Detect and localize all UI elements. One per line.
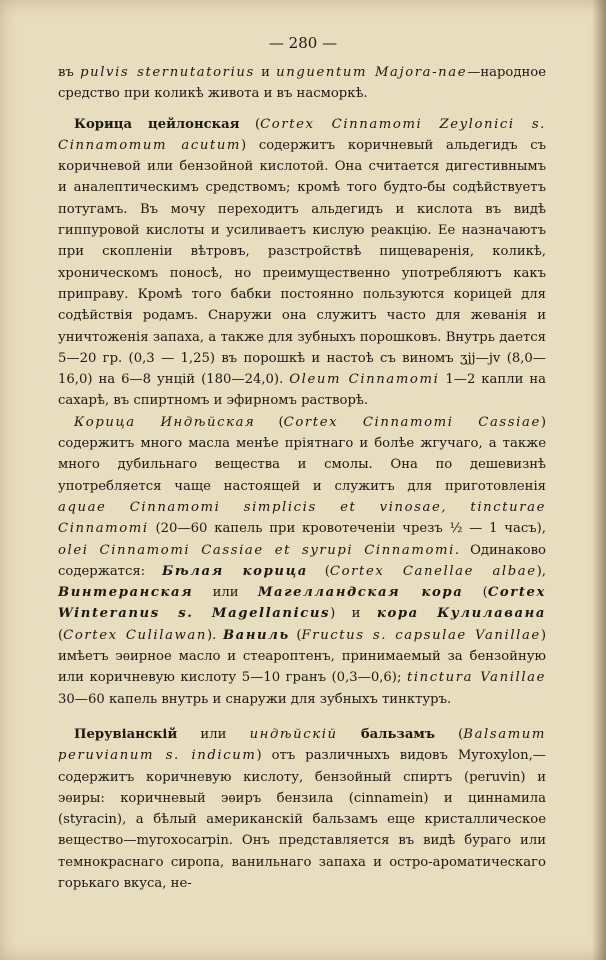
- text-segment: или: [193, 585, 258, 601]
- text-segment: (: [58, 627, 64, 643]
- text-segment: (: [255, 414, 284, 430]
- paragraph-ceylon-cinnamon: [58, 114, 546, 412]
- text-segment: ) и: [330, 606, 377, 622]
- text-segment: Cortex Winteranus s. Magellanicus: [58, 585, 546, 622]
- text-segment: или: [177, 726, 250, 742]
- text-segment: Cortex Cinnamomi Zeylonici s. Cinnamomum acutum: [58, 116, 546, 153]
- text-segment: бальзамъ: [360, 726, 435, 742]
- text-segment: ) отъ различныхъ видовъ Myroxylon,—содержитъ коричневую кислоту, бензойный спиртъ (peruvin) и эѳиры: коричневый эѳиръ бензила (cinnamein) и циннамила (styracin), а бѣлый американскій бальзамъ еще кристаллическое вещество—myroxocarpin. Онъ представляется въ видѣ бураго или темнокраснаго сиропа, ванильнаго запаха и остро-ароматическаго горькаго вкуса, не-: [58, 748, 546, 891]
- text-segment: ),: [536, 563, 546, 579]
- text-segment: Корица цейлонская: [74, 116, 240, 132]
- text-segment: —народное средство при коликѣ живота и въ насморкѣ.: [58, 65, 546, 102]
- text-segment: 30—60 капель внутрь и снаружи для зубныхъ тинктуръ.: [58, 691, 452, 707]
- text-segment: Бѣлая корица: [161, 563, 308, 579]
- text-segment: индѣйскій: [249, 726, 338, 742]
- text-segment: pulvis sternutatorius: [80, 65, 255, 80]
- text-segment: ) имѣетъ эѳирное масло и стеароптенъ, принимаемый за бензойную или коричневую кислоту 5—10 гранъ (0,3—0,6);: [58, 627, 546, 686]
- text-segment: aquae Cinnamomi simplicis et vinosae, tincturae Cinnamomi: [58, 499, 546, 537]
- page-number: — 280 —: [268, 34, 338, 52]
- text-segment: olei Cinnamomi Cassiae et syrupi Cinnamomi.: [58, 542, 461, 558]
- text-segment: Винтеранская: [58, 585, 194, 601]
- text-segment: (: [307, 563, 330, 579]
- text-segment: Корица Индѣйская: [74, 414, 256, 430]
- text-segment: Перувіанскій: [74, 726, 178, 742]
- text-segment: Cortex Cinnamomi Cassiae: [283, 414, 541, 430]
- text-segment: Balsamum peruvianum s. indicum: [58, 726, 547, 764]
- text-segment: (: [463, 585, 488, 601]
- paragraph-indian-cinnamon: [58, 412, 546, 710]
- text-segment: Магелландская кора: [257, 585, 464, 601]
- text-segment: Cortex Canellae albae: [329, 563, 537, 579]
- page-body: [58, 62, 546, 894]
- text-segment: (: [289, 627, 302, 643]
- page-binding-shadow: [592, 0, 606, 960]
- text-segment: ) содержитъ много масла менѣе пріятнаго и болѣе жгучаго, а также много дубильнаго вещества и смолы. Она по дешевизнѣ употребляется чаще настоящей и служитъ для приготовленія: [58, 414, 547, 494]
- paragraph-continuation: [58, 62, 546, 105]
- text-segment: Одинаково содержатся:: [58, 542, 546, 579]
- text-segment: tinctura Vanillae: [406, 670, 547, 686]
- text-segment: Oleum Cinnamomi: [289, 372, 440, 388]
- text-segment: (20—60 капель при кровотеченіи чрезъ ½ — 1 часъ),: [148, 521, 546, 537]
- text-segment: и: [254, 65, 277, 80]
- text-segment: Cortex Culilawan: [63, 627, 207, 643]
- text-segment: (: [239, 116, 261, 132]
- text-segment: кора Кулилавана: [376, 606, 546, 622]
- text-segment: Ваниль: [222, 627, 290, 643]
- text-segment: 1—2 капли на сахарѣ, въ спиртномъ и эфирномъ растворѣ.: [58, 372, 546, 409]
- text-segment: ) содержитъ коричневый альдегидъ съ коричневой или бензойной кислотой. Она считается дигестивнымъ и аналептическимъ средствомъ; кромѣ того будто-бы содѣйствуетъ потугамъ. Въ мочу переходитъ альдегидъ и кислота въ видѣ гиппуровой кислоты и усиливаетъ кислую реакцію. Ее назначаютъ при скопленіи вѣтровъ, разстройствѣ пищеваренія, коликѣ, хроническомъ поносѣ, но преимущественно употребляютъ какъ приправу. Кромѣ того бабки постоянно пользуются корицей для содѣйствія родамъ. Снаружи она служитъ часто для жеванія и уничтоженія запаха, а также для зубныхъ порошковъ. Внутрь дается 5—20 гр. (0,3 — 1,25) въ порошкѣ и настоѣ съ виномъ ʒjj—jv (8,0—16,0) на 6—8 унцій (180—24,0).: [58, 137, 546, 388]
- text-segment: ).: [206, 627, 223, 643]
- text-segment: (: [434, 726, 464, 742]
- paragraph-peruvian-balsam: [58, 724, 546, 894]
- text-segment: въ: [58, 65, 81, 80]
- text-segment: unguentum Majora-nae: [276, 65, 468, 80]
- text-segment: [338, 727, 361, 742]
- text-segment: Fructus s. capsulae Vanillae: [301, 627, 541, 643]
